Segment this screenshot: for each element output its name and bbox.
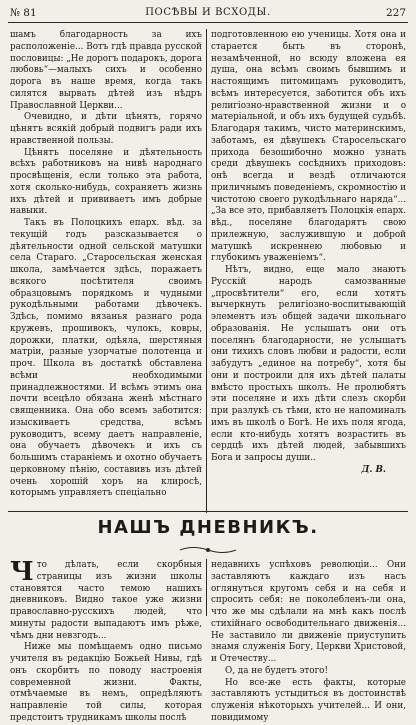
running-header — [8, 7, 408, 21]
journal-title: ПОСѢВЫ И ВСХОДЫ. — [145, 7, 271, 18]
paragraph-text: то дѣлать, если скорбныя страницы изъ жизни школы становятся часто темою нашихъ дневниковъ. Видно такое уже жизни православно-русскихъ людей, что минуты радости выпадаютъ имъ рѣже, чѣмъ дни невзгодъ... — [10, 560, 202, 641]
diary-column-left — [10, 557, 202, 723]
paragraph: Но все-же есть факты, которые заставляютъ устыдиться въ достоинствѣ служенія нѣкоторыхъ учителей... И они, повидимому — [211, 677, 406, 723]
article-column-right — [211, 30, 406, 511]
column-divider — [206, 559, 207, 616]
page-number: 227 — [385, 7, 406, 19]
paragraph — [10, 557, 202, 642]
paragraph: недавнихъ успѣховъ революціи... Они заставляютъ каждаго изъ насъ оглянуться кругомъ себя и на себя и спросить себя: не поколебленъ-ли она, что же мы сдѣлали на мнѣ какъ послѣ стихійнаго освободительнаго движенія... Не заставило ли движеніе приуступить знамя служенія Богу, Церкви Христовой, и Отечеству... — [211, 560, 406, 664]
diary-column-right — [211, 560, 406, 723]
paragraph: Цѣнятъ поселяне и дѣятельность всѣхъ работниковъ на нивѣ народнаго просвѣщенія, если только эта работа, хотя сколько-нибудь, сохраняетъ жизнь ихъ дѣтей и прививаетъ имъ добрые навыки. — [10, 147, 202, 217]
paragraph: Такъ въ Полоцкихъ епарх. вѣд. за текущій годъ разсказывается о дѣятельности одной сельской матушки села Стараго. „Старосельская женская школа, замѣчается здѣсь, поражаетъ всякого посѣтителя своимъ образцовымъ порядкомъ и чудными рукодѣльными работами дѣвочекъ. Здѣсь, помимо вязанья разнаго рода кружевъ, прошивокъ, чулокъ, ковры, дорожки, платки, одѣяла, шерстяныя матріи, разные узорчатые полотенца и проч. Школа въ достаткѣ обставлена всѣми необходимыми принадлежностями. И всѣмъ этимъ она почти всецѣло обязана женѣ мѣстнаго священника. Она обо всемъ заботится: изыскиваетъ средства, всѣмъ руководитъ, всему даетъ направленіе, она обучаетъ дѣвочекъ и ихъ съ большимъ стараніемъ и охотно обучаетъ церковному пѣнію, составивъ изъ дѣтей очень хорошій хоръ на клиросѣ, которымъ управляетъ спеціально — [10, 218, 202, 499]
author-signature: Д. В. — [361, 464, 386, 475]
drop-cap: Ч — [10, 557, 34, 587]
section-title: НАШЪ ДНЕВНИКЪ. — [97, 517, 319, 538]
paragraph: Ниже мы помѣщаемъ одно письмо учителя въ редакцію Божьей Нивы, гдѣ онъ скорбитъ по поводу настроенія современной жизни. Факты, отмѣчаемые въ немъ, опредѣляютъ направленіе той силы, которая предстоитъ трудникамъ школы послѣ — [10, 642, 202, 723]
paragraph: Очевидно, и дѣти цѣнятъ, горячо цѣнятъ всякій добрый подвигъ ради ихъ нравственной пользы. — [10, 112, 202, 146]
ornament-icon — [178, 545, 238, 555]
article-column-left — [10, 30, 202, 511]
paragraph: Нѣтъ, видно, еще мало знаютъ Русскій народъ самозванные „просвѣтители“ его, если хотятъ вычеркнуть религіозно-воспитывающій элементъ изъ общей задачи школьнаго образованія. Не услышатъ они отъ поселянъ благодарности, не услышатъ они тихихъ словъ любви и радости, если забудутъ „единое на потребу“, хотя бы они и построили для ихъ дѣтей палаты вмѣсто простыхъ школъ. Не пролюбятъ эти поселяне и ихъ дѣти слезъ скорби при разлукѣ съ тѣми, кто не напоминалъ имъ въ школѣ о Богѣ. Не ихъ поля ягода, если кто-нибудь хотятъ возрастить въ сердцѣ ихъ дѣтей людей, забывшихъ Бога и запросы души.. — [211, 265, 406, 463]
ornament-divider — [0, 540, 416, 552]
paragraph: О, да не будетъ этого! — [225, 665, 329, 676]
paragraph: подготовленною ею ученицы. Хотя она и старается быть въ сторонѣ, незамѣченной, но всюду вложена ея душа, она всѣмъ своимъ бывшимъ и настоящимъ питомицамъ руководитъ, всѣмъ интересуется, заботится объ ихъ религіозно-нравственной жизни и о матеріальной, и объ ихъ будущей судьбѣ. Благодаря такимъ, чисто материнскимъ, заботамъ, ея дѣвушекъ Старосельскаго прихода безошибочно можно узнать среди дѣвушекъ сосѣднихъ приходовъ: онѣ всегда и вездѣ отличаются приличнымъ поведеніемъ, скромностію и чистотою своего рукодѣльнаго наряда“... „За все это, прибавляетъ Полоцкія епарх. вѣд., поселяне благодарятъ свою прилежную, заслужившую и доброй матушкѣ искреннею любовью и глубокимъ уваженіемъ“. — [211, 30, 406, 264]
column-divider — [206, 29, 207, 513]
section-rule — [8, 511, 408, 512]
issue-number: № 81 — [10, 7, 37, 19]
paragraph: шамъ благодарность за ихъ расположеніе... Вотъ гдѣ правда русской пословицы: „Не дорогъ подарокъ, дорога любовь“—малыхъ сихъ и особенно дорога въ наше время, когда такъ силятся вырвать дѣтей изъ нѣдръ Православной Церкви... — [10, 30, 203, 111]
header-rule — [8, 22, 408, 23]
